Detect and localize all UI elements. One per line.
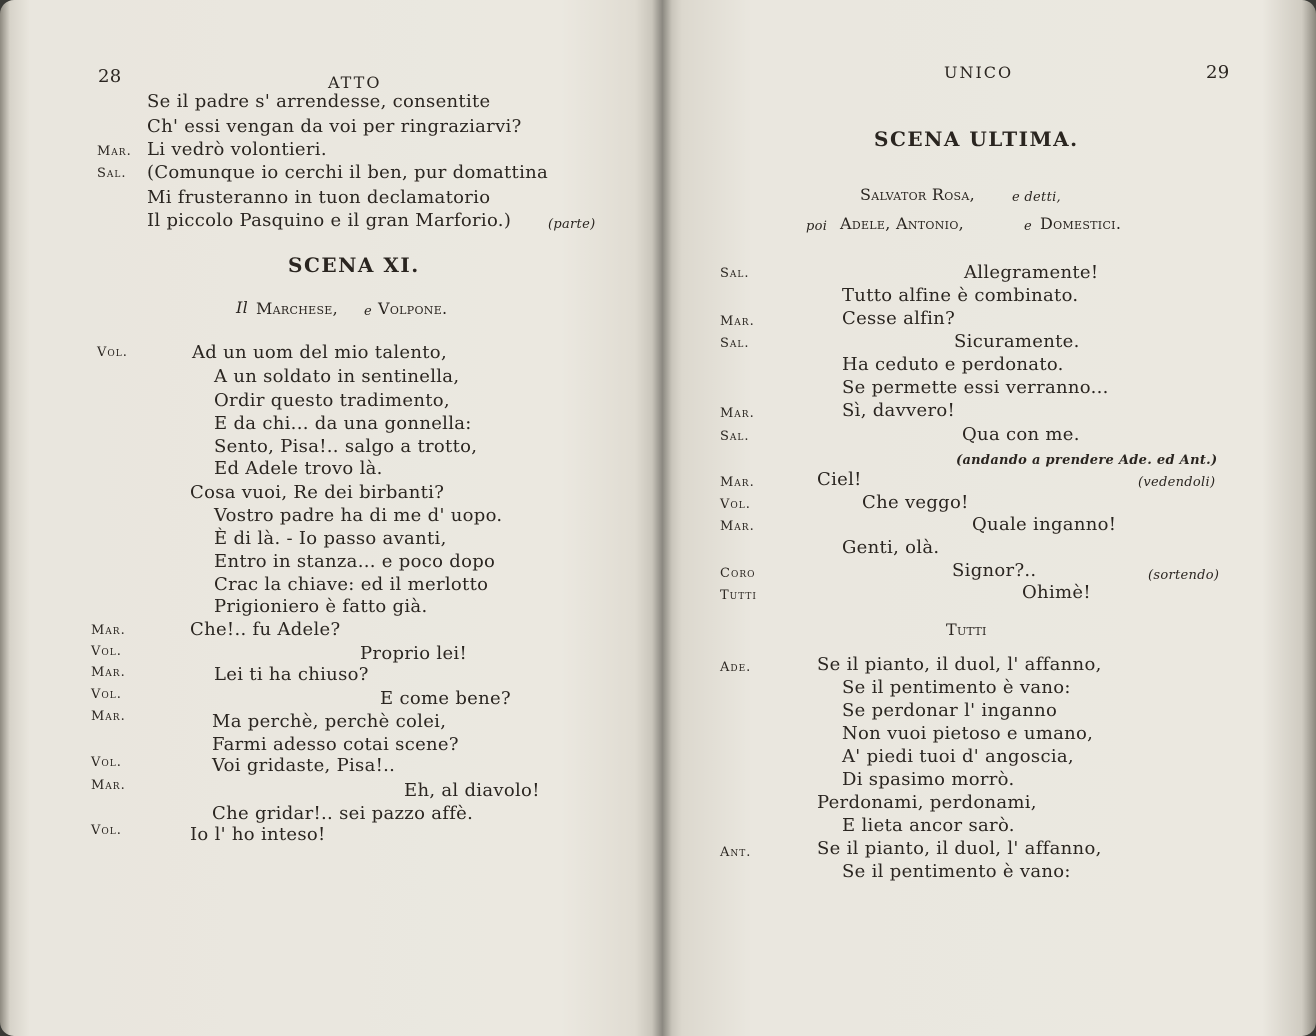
- speaker-label: Coro: [720, 566, 756, 581]
- verse-line: È di là. - Io passo avanti,: [214, 528, 447, 549]
- speaker-label: Mar.: [720, 519, 755, 534]
- verse-line: Se il pianto, il duol, l' affanno,: [817, 838, 1102, 859]
- verse-line: Ordir questo tradimento,: [214, 390, 450, 411]
- verse-line: Signor?..: [952, 560, 1037, 581]
- verse-line: Di spasimo morrò.: [842, 769, 1015, 790]
- verse-line: Perdonami, perdonami,: [817, 792, 1037, 813]
- verse-line: Crac la chiave: ed il merlotto: [214, 574, 489, 595]
- speaker-label: Ant.: [720, 845, 752, 860]
- verse-line: Qua con me.: [962, 424, 1080, 445]
- verse-line: Mi frusteranno in tuon declamatorio: [147, 187, 491, 208]
- characters-conjunction: e: [1024, 219, 1032, 234]
- speaker-label: Mar.: [97, 144, 132, 159]
- speaker-label: Sal.: [720, 336, 750, 351]
- verse-line: Ha ceduto e perdonato.: [842, 354, 1064, 375]
- verse-line: Io l' ho inteso!: [190, 824, 326, 845]
- verse-line: Che veggo!: [862, 492, 969, 513]
- verse-line: Vostro padre ha di me d' uopo.: [214, 505, 503, 526]
- verse-line: Ch' essi vengan da voi per ringraziarvi?: [147, 116, 522, 137]
- verse-line: Il piccolo Pasquino e il gran Marforio.): [147, 210, 512, 231]
- stage-direction: (vedendoli): [1138, 475, 1216, 490]
- verse-line: Sì, davvero!: [842, 400, 956, 421]
- verse-line: Voi gridaste, Pisa!..: [212, 755, 396, 776]
- speaker-label: Vol.: [720, 497, 751, 512]
- characters-prefix: Il: [236, 298, 249, 317]
- scene-title: SCENA ULTIMA.: [874, 127, 1079, 151]
- verse-line: Ed Adele trovo là.: [214, 458, 383, 479]
- verse-line: (Comunque io cerchi il ben, pur domattina: [147, 162, 549, 183]
- verse-line: Genti, olà.: [842, 537, 940, 558]
- running-head: UNICO: [944, 63, 1014, 82]
- verse-line: Allegramente!: [964, 262, 1099, 283]
- character-name: Adele, Antonio,: [840, 214, 965, 233]
- scene-title: SCENA XI.: [288, 253, 420, 277]
- speaker-label: Vol.: [91, 644, 122, 659]
- speaker-label: Mar.: [91, 709, 126, 724]
- verse-line: Sicuramente.: [954, 331, 1080, 352]
- verse-line: Ma perchè, perchè colei,: [212, 711, 447, 732]
- speaker-label: Mar.: [720, 314, 755, 329]
- verse-line: E lieta ancor sarò.: [842, 815, 1015, 836]
- verse-line: Li vedrò volontieri.: [147, 139, 327, 160]
- characters-note: e detti,: [1012, 190, 1061, 205]
- verse-line: Se il pianto, il duol, l' affanno,: [817, 654, 1102, 675]
- verse-line: Se il pentimento è vano:: [842, 677, 1071, 698]
- page-number: 28: [98, 66, 122, 87]
- verse-line: Prigioniero è fatto già.: [214, 596, 428, 617]
- verse-line: Se il padre s' arrendesse, consentite: [147, 91, 491, 112]
- character-name: Marchese,: [256, 299, 338, 318]
- verse-line: Cosa vuoi, Re dei birbanti?: [190, 482, 445, 503]
- verse-line: Lei ti ha chiuso?: [214, 664, 369, 685]
- verse-line: Cesse alfin?: [842, 308, 956, 329]
- page-number: 29: [1206, 62, 1230, 83]
- verse-line: E da chi... da una gonnella:: [214, 413, 472, 434]
- stage-direction: (andando a prendere Ade. ed Ant.): [956, 453, 1218, 468]
- speaker-label: Mar.: [720, 406, 755, 421]
- characters-conjunction: e: [364, 304, 372, 319]
- speaker-label: Ade.: [720, 660, 752, 675]
- verse-line: Proprio lei!: [360, 643, 467, 664]
- speaker-label: Mar.: [91, 778, 126, 793]
- stage-direction: (sortendo): [1148, 568, 1220, 583]
- verse-line: Non vuoi pietoso e umano,: [842, 723, 1094, 744]
- character-name: Volpone.: [378, 299, 448, 318]
- speaker-label: Mar.: [720, 475, 755, 490]
- verse-line: Ohimè!: [1022, 582, 1091, 603]
- section-heading: Tutti: [946, 620, 987, 639]
- verse-line: A un soldato in sentinella,: [214, 366, 460, 387]
- speaker-label: Vol.: [91, 755, 122, 770]
- verse-line: Che gridar!.. sei pazzo affè.: [212, 803, 474, 824]
- speaker-label: Tutti: [720, 588, 757, 603]
- speaker-label: Vol.: [91, 823, 122, 838]
- book-gutter: [652, 0, 672, 1036]
- verse-line: Entro in stanza... e poco dopo: [214, 551, 496, 572]
- speaker-label: Sal.: [720, 266, 750, 281]
- verse-line: A' piedi tuoi d' angoscia,: [842, 746, 1074, 767]
- verse-line: Se il pentimento è vano:: [842, 861, 1071, 882]
- speaker-label: Vol.: [91, 687, 122, 702]
- speaker-label: Mar.: [91, 665, 126, 680]
- right-page: [662, 0, 1316, 1036]
- character-name: Domestici.: [1040, 214, 1122, 233]
- verse-line: Quale inganno!: [972, 514, 1117, 535]
- characters-prefix: poi: [806, 219, 828, 234]
- verse-line: Farmi adesso cotai scene?: [212, 734, 459, 755]
- verse-line: Sento, Pisa!.. salgo a trotto,: [214, 436, 478, 457]
- speaker-label: Vol.: [97, 345, 128, 360]
- speaker-label: Mar.: [91, 623, 126, 638]
- verse-line: E come bene?: [380, 688, 511, 709]
- stage-direction: (parte): [548, 217, 596, 232]
- verse-line: Ad un uom del mio talento,: [192, 342, 447, 363]
- character-name: Salvator Rosa,: [860, 185, 975, 204]
- running-head: ATTO: [328, 73, 382, 92]
- verse-line: Tutto alfine è combinato.: [842, 285, 1079, 306]
- verse-line: Ciel!: [817, 469, 862, 490]
- speaker-label: Sal.: [720, 429, 750, 444]
- verse-line: Che!.. fu Adele?: [190, 619, 341, 640]
- verse-line: Se perdonar l' inganno: [842, 700, 1058, 721]
- speaker-label: Sal.: [97, 166, 127, 181]
- verse-line: Eh, al diavolo!: [404, 780, 540, 801]
- verse-line: Se permette essi verranno...: [842, 377, 1109, 398]
